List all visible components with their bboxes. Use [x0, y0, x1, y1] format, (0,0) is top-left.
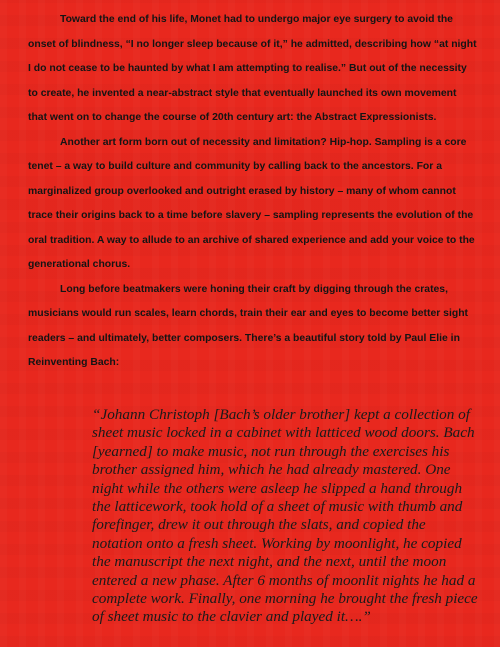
paragraph-hip-hop: Another art form born out of necessity and limitation? Hip-hop. Sampling is a core tenet – a way to build culture and community by calling back to the ancestors. For a marginalized group overlooked and outright erased by history – many of whom cannot trace their origins back to a time before slavery – sampling represents the evolution of the oral tradition. A way to allude to an archive of shared experience and add your voice to the generational chorus.	[28, 136, 475, 270]
article-body	[28, 8, 478, 376]
block-quote: “Johann Christoph [Bach’s older brother] kept a collection of sheet music locked in a cabinet with latticed wood doors. Bach [yearned] to make music, not run through the exercises his brother assigned him, which he had already mastered. One night while the others were asleep he slipped a hand through the latticework, took hold of a sheet of music with thumb and forefinger, drew it out through the slats, and copied the notation onto a fresh sheet. Working by moonlight, he copied the manuscript the next night, and the next, until the moon entered a new phase. After 6 months of moonlit nights he had a complete work. Finally, one morning he brought the fresh piece of sheet music to the clavier and played it….”	[92, 406, 478, 626]
paragraph-bach-intro: Long before beatmakers were honing their craft by digging through the crates, musicians would run scales, learn chords, train their ear and eyes to become better sight readers – and ultimately, better composers. There’s a beautiful story told by Paul Elie in Reinventing Bach:	[28, 283, 469, 368]
paragraph-monet: Toward the end of his life, Monet had to undergo major eye surgery to avoid the onset of blindness, “I no longer sleep because of it,” he admitted, describing how “at night I do not cease to be haunted by what I am attempting to realise.” But out of the necessity to create, he invented a near-abstract style that eventually launched its own movement that went on to change the course of 20th century art: the Abstract Expressionists.	[28, 14, 477, 123]
